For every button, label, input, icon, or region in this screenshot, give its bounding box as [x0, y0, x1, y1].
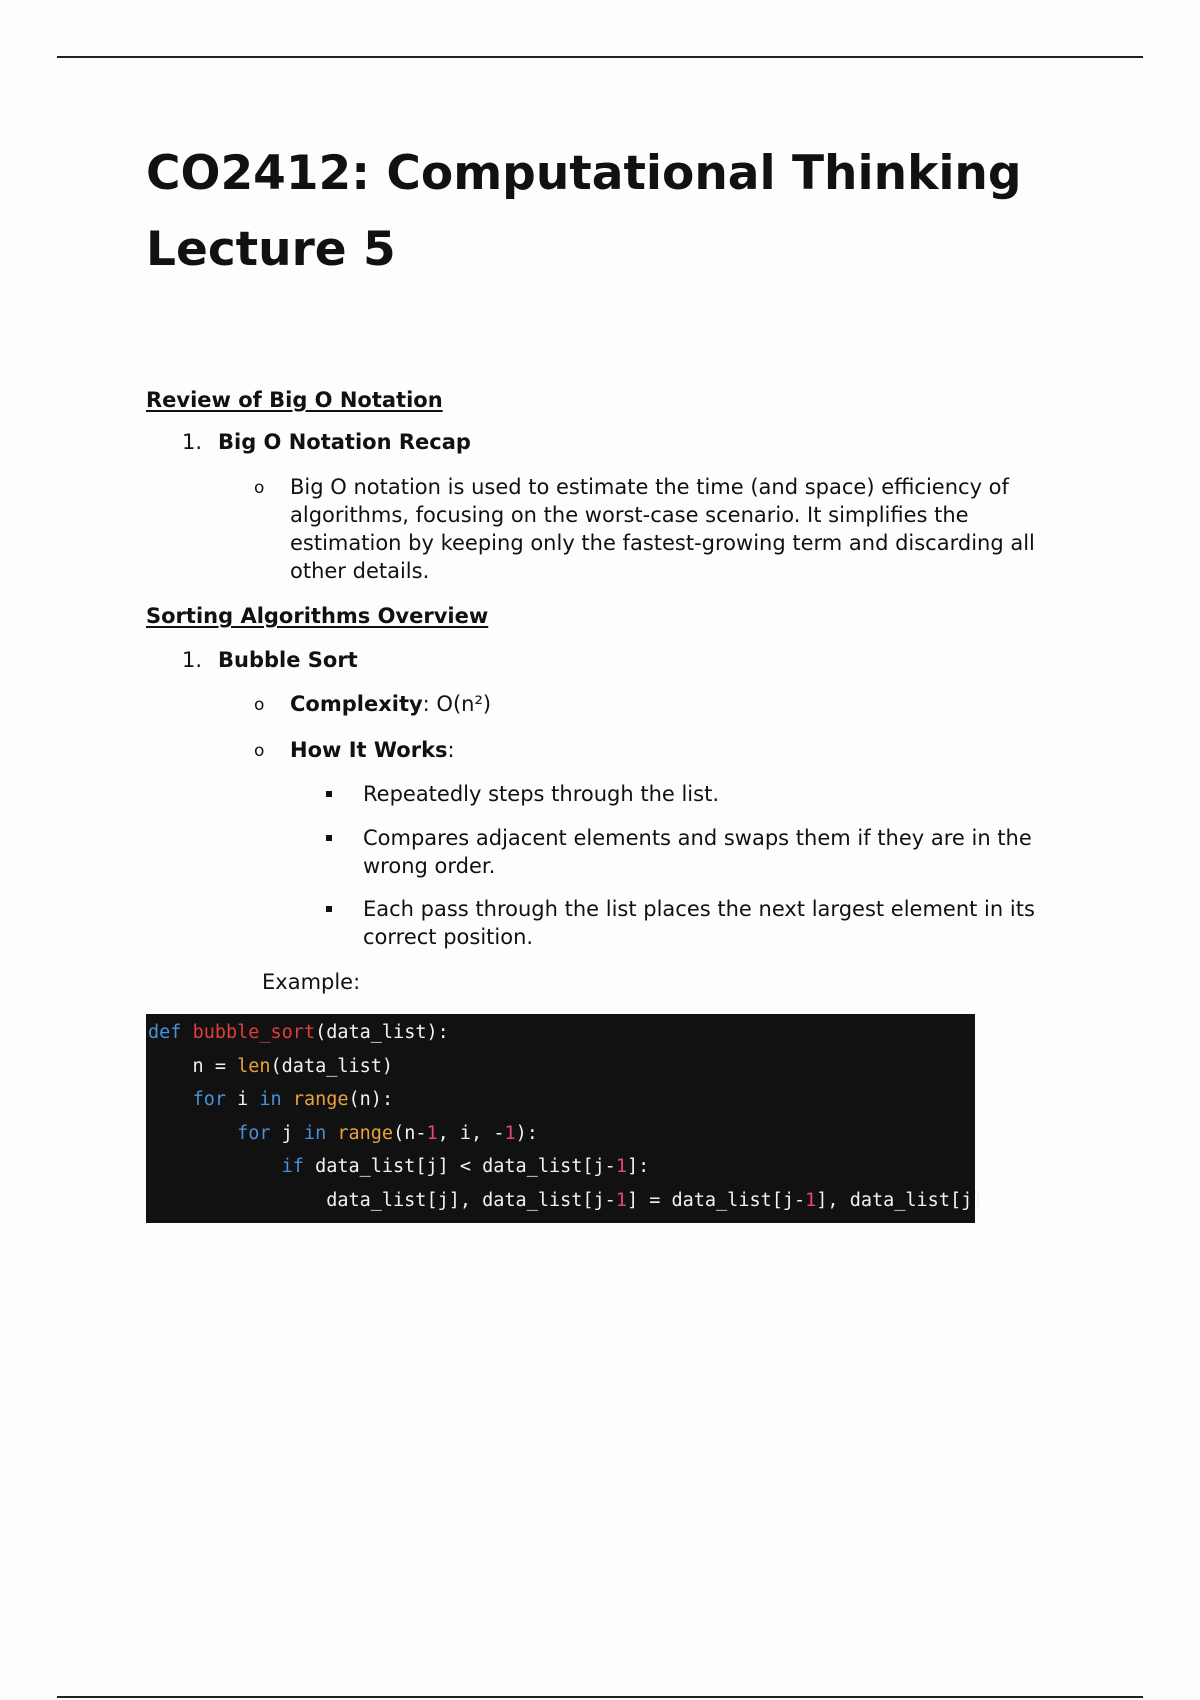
- example-label: Example:: [262, 970, 361, 994]
- title-line-1: CO2412: Computational Thinking: [146, 146, 1022, 201]
- section-heading-sorting: Sorting Algorithms Overview: [146, 604, 489, 628]
- code-block: [146, 1014, 984, 1223]
- footer-rule: [57, 1696, 1143, 1698]
- code-line: data_list[j], data_list[j-1] = data_list[j-1], data_list[j]: [148, 1189, 984, 1211]
- code-line: if data_list[j] < data_list[j-1]:: [281, 1156, 650, 1178]
- page-title: [146, 136, 1106, 288]
- list-item-big-o-recap: [182, 428, 471, 456]
- hollow-bullet-icon: o: [254, 695, 265, 715]
- big-o-description: [254, 473, 1054, 585]
- list-number: 1.: [182, 430, 203, 454]
- step-text: Repeatedly steps through the list.: [363, 782, 719, 806]
- hollow-bullet-icon: o: [254, 741, 265, 761]
- code-line: for j in range(n-1, i, -1):: [237, 1122, 538, 1144]
- square-bullet-icon: [326, 906, 332, 912]
- step-item: [326, 895, 1046, 951]
- code-line: for i in range(n):: [192, 1089, 394, 1111]
- complexity-value: : O(n²): [422, 692, 492, 716]
- complexity-bullet: [254, 690, 1074, 718]
- step-text: Compares adjacent elements and swaps them if they are in the wrong order.: [363, 826, 1032, 878]
- code-line: def bubble_sort(data_list):: [148, 1022, 449, 1043]
- how-it-works-bullet: [254, 736, 1074, 764]
- step-text: Each pass through the list places the next largest element in its correct position.: [363, 897, 1035, 949]
- hollow-bullet-icon: o: [254, 478, 265, 498]
- list-item-label: Big O Notation Recap: [218, 430, 471, 454]
- square-bullet-icon: [326, 791, 332, 797]
- list-item-label: Bubble Sort: [218, 648, 358, 672]
- list-item-bubble-sort: [182, 646, 358, 674]
- step-item: [326, 824, 1036, 880]
- square-bullet-icon: [326, 835, 332, 841]
- section-heading-big-o: Review of Big O Notation: [146, 388, 443, 412]
- how-it-works-colon: :: [447, 738, 455, 762]
- step-item: [326, 780, 1046, 808]
- code-line: n = len(data_list): [148, 1055, 394, 1077]
- list-number: 1.: [182, 648, 203, 672]
- title-line-2: Lecture 5: [146, 222, 396, 277]
- how-it-works-label: How It Works: [290, 738, 448, 762]
- header-rule: [57, 56, 1143, 58]
- complexity-label: Complexity: [290, 692, 423, 716]
- big-o-description-text: Big O notation is used to estimate the time (and space) efficiency of algorithms, focusing on the worst-case scenario. It simplifies the estimation by keeping only the fastest-growing term and discarding all other details.: [290, 475, 1035, 583]
